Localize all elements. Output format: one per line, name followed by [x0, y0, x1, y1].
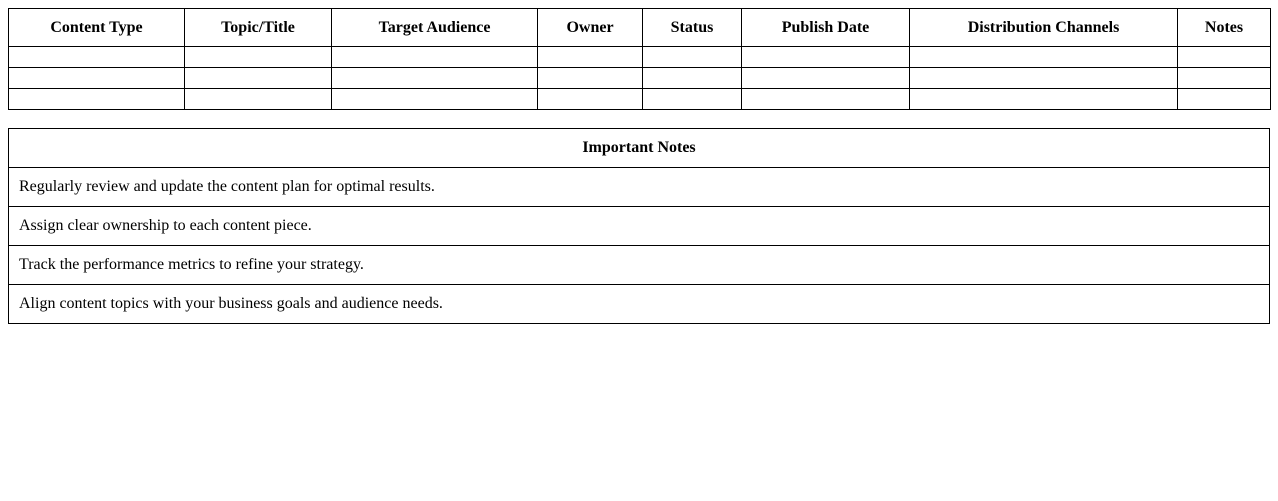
cell-status[interactable] — [643, 89, 742, 110]
header-status: Status — [643, 9, 742, 47]
cell-content-type[interactable] — [9, 68, 185, 89]
important-notes-table — [8, 128, 1270, 324]
content-plan-table — [8, 8, 1271, 110]
cell-topic-title[interactable] — [185, 68, 332, 89]
cell-topic-title[interactable] — [185, 89, 332, 110]
header-topic-title: Topic/Title — [185, 9, 332, 47]
header-target-audience: Target Audience — [332, 9, 538, 47]
list-item — [9, 246, 1270, 285]
header-notes: Notes — [1178, 9, 1271, 47]
list-item — [9, 207, 1270, 246]
cell-publish-date[interactable] — [742, 89, 910, 110]
note-text: Align content topics with your business goals and audience needs. — [9, 285, 1270, 324]
cell-notes[interactable] — [1178, 89, 1271, 110]
cell-publish-date[interactable] — [742, 47, 910, 68]
cell-publish-date[interactable] — [742, 68, 910, 89]
cell-notes[interactable] — [1178, 68, 1271, 89]
note-text: Assign clear ownership to each content piece. — [9, 207, 1270, 246]
header-owner: Owner — [538, 9, 643, 47]
list-item — [9, 168, 1270, 207]
cell-content-type[interactable] — [9, 47, 185, 68]
note-text: Regularly review and update the content plan for optimal results. — [9, 168, 1270, 207]
header-distribution-channels: Distribution Channels — [910, 9, 1178, 47]
note-text: Track the performance metrics to refine your strategy. — [9, 246, 1270, 285]
cell-owner[interactable] — [538, 89, 643, 110]
list-item — [9, 285, 1270, 324]
cell-content-type[interactable] — [9, 89, 185, 110]
cell-target-audience[interactable] — [332, 89, 538, 110]
cell-status[interactable] — [643, 47, 742, 68]
cell-distribution-channels[interactable] — [910, 89, 1178, 110]
cell-target-audience[interactable] — [332, 68, 538, 89]
cell-topic-title[interactable] — [185, 47, 332, 68]
cell-owner[interactable] — [538, 68, 643, 89]
header-publish-date: Publish Date — [742, 9, 910, 47]
cell-target-audience[interactable] — [332, 47, 538, 68]
cell-notes[interactable] — [1178, 47, 1271, 68]
cell-status[interactable] — [643, 68, 742, 89]
header-content-type: Content Type — [9, 9, 185, 47]
table-row — [9, 47, 1271, 68]
header-row — [9, 9, 1271, 47]
notes-title: Important Notes — [9, 129, 1270, 168]
cell-distribution-channels[interactable] — [910, 47, 1178, 68]
table-row — [9, 68, 1271, 89]
cell-distribution-channels[interactable] — [910, 68, 1178, 89]
table-row — [9, 89, 1271, 110]
cell-owner[interactable] — [538, 47, 643, 68]
notes-header-row — [9, 129, 1270, 168]
